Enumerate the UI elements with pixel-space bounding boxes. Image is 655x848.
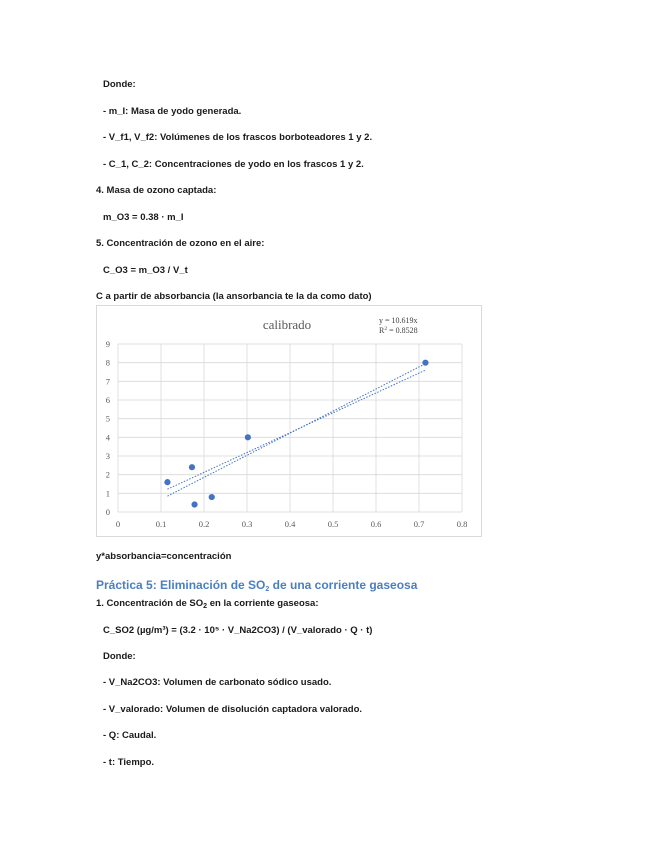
r-squared-prefix: R [379, 326, 385, 335]
y-tick-label: 0 [105, 507, 110, 517]
practice-5-heading [96, 578, 417, 593]
list-item-t: - t: Tiempo. [103, 757, 155, 768]
step-5-heading: 5. Concentración de ozono en el aire: [96, 238, 265, 249]
data-point [245, 434, 251, 440]
equation-m-o3: m_O3 = 0.38 · m_I [103, 212, 184, 223]
data-point [191, 501, 197, 507]
y-tick-label: 8 [105, 357, 110, 368]
data-point [189, 464, 195, 470]
trendline-equation: y = 10.619x [379, 316, 418, 325]
x-tick-label: 0.4 [284, 519, 296, 529]
chart-title: calibrado [262, 317, 312, 332]
y-tick-label: 7 [105, 376, 110, 387]
x-tick-label: 0.6 [370, 519, 382, 529]
data-point [209, 494, 215, 500]
equation-c-so2: C_SO2 (µg/m³) = (3.2 · 10⁵ · V_Na2CO3) / (V_valorado · Q · t) [103, 625, 373, 636]
y-tick-label: 1 [105, 488, 110, 499]
step1-sub: 2 [203, 603, 208, 610]
donde-label-1: Donde: [103, 79, 136, 90]
x-tick-label: 0.2 [198, 519, 210, 529]
calibration-chart-svg [97, 306, 483, 538]
y-tick-label: 2 [105, 469, 110, 480]
practice-title-a: Práctica 5: Eliminación de SO [96, 578, 266, 592]
practice-title-b: de una corriente gaseosa [269, 578, 418, 592]
y-tick-label: 6 [105, 395, 110, 405]
r-squared-superscript: 2 [384, 326, 388, 332]
donde-label-2: Donde: [103, 651, 136, 662]
x-tick-label: 0.7 [413, 519, 425, 529]
r-squared-label [379, 326, 418, 335]
trendline [167, 364, 425, 497]
r-squared-value: = 0.8528 [387, 326, 418, 335]
step-4-heading: 4. Masa de ozono captada: [96, 185, 217, 196]
y-tick-label: 5 [105, 413, 110, 424]
x-tick-label: 0.8 [456, 519, 468, 529]
data-point [422, 360, 428, 366]
list-item-v-valorado: - V_valorado: Volumen de disolución captadora valorado. [103, 704, 363, 715]
x-tick-label: 0.5 [327, 519, 339, 529]
y-tick-label: 9 [105, 339, 110, 349]
y-tick-label: 4 [105, 432, 110, 443]
list-item-q: - Q: Caudal. [103, 730, 157, 741]
equation-c-o3: C_O3 = m_O3 / V_t [103, 265, 188, 276]
list-item-vf: - V_f1, V_f2: Volúmenes de los frascos borboteadores 1 y 2. [103, 132, 373, 143]
absorbance-note: C a partir de absorbancia (la ansorbancia te la da como dato) [96, 291, 372, 302]
x-tick-label: 0.1 [155, 519, 167, 529]
calibration-chart [96, 305, 482, 537]
x-tick-label: 0.3 [241, 519, 253, 529]
data-point [164, 479, 170, 485]
list-item-c: - C_1, C_2: Concentraciones de yodo en los frascos 1 y 2. [103, 159, 364, 170]
y-tick-label: 3 [105, 451, 110, 461]
list-item-v-na2co3: - V_Na2CO3: Volumen de carbonato sódico usado. [103, 677, 332, 688]
x-tick-label: 0 [115, 519, 121, 529]
step1-a: 1. Concentración de SO [96, 598, 204, 609]
practice-title-sub: 2 [265, 586, 270, 593]
list-item-m-i: - m_I: Masa de yodo generada. [103, 106, 242, 117]
y-absorbance-note: y*absorbancia=concentración [96, 551, 232, 562]
step-1-heading [96, 598, 319, 610]
step1-b: en la corriente gaseosa: [207, 598, 319, 609]
